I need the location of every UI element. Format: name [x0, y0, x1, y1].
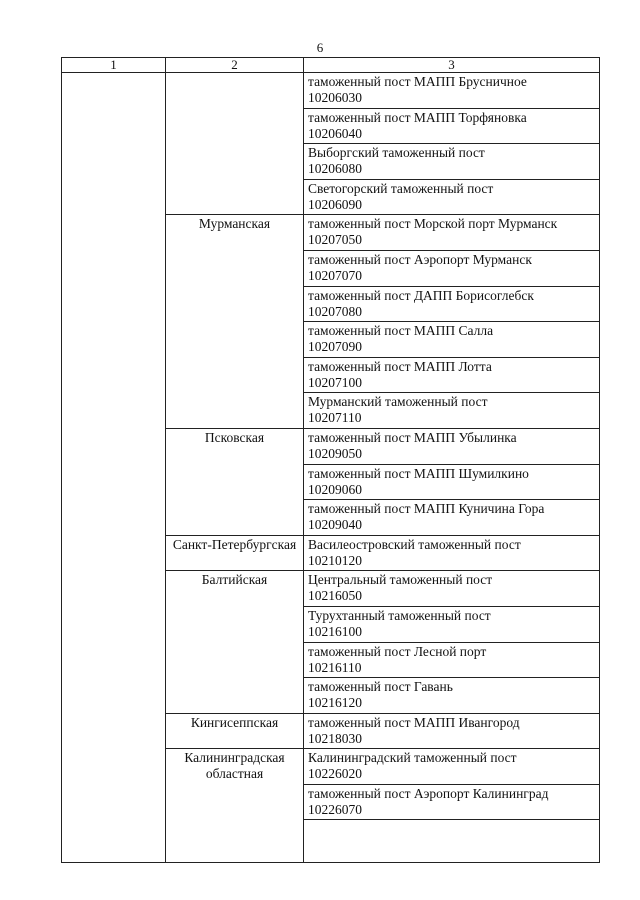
post-cell — [304, 393, 600, 429]
table-row — [62, 73, 600, 109]
post-cell — [304, 606, 600, 642]
post-code: 10206030 — [308, 90, 362, 105]
post-cell — [304, 286, 600, 322]
post-name: Центральный таможенный пост — [308, 572, 493, 588]
post-cell — [304, 144, 600, 180]
region-cell-kingisepp: Кингисеппская — [166, 713, 304, 749]
post-cell — [304, 179, 600, 215]
post-code: 10209040 — [308, 517, 362, 533]
post-cell — [304, 500, 600, 536]
post-code: 10206080 — [308, 161, 362, 177]
post-code: 10206040 — [308, 125, 362, 141]
post-name: Светогорский таможенный пост — [308, 180, 494, 196]
post-cell — [304, 322, 600, 358]
post-cell — [304, 215, 600, 251]
post-code: 10218030 — [308, 730, 362, 746]
post-name: таможенный пост ДАПП Борисоглебск — [308, 287, 534, 303]
post-code: 10206090 — [308, 196, 362, 212]
post-name: таможенный пост МАПП Торфяновка — [308, 109, 527, 125]
post-cell — [304, 464, 600, 500]
region-cell-kaliningrad: Калининградская областная — [166, 749, 304, 863]
region-cell-pskov: Псковская — [166, 428, 304, 535]
post-cell — [304, 571, 600, 607]
post-name: таможенный пост МАПП Лотта — [308, 358, 492, 374]
post-code: 10209050 — [308, 445, 362, 461]
customs-posts-table — [61, 57, 600, 863]
post-name: таможенный пост МАПП Шумилкино — [308, 465, 529, 481]
post-name: таможенный пост Аэропорт Мурманск — [308, 251, 532, 267]
post-cell — [304, 642, 600, 678]
post-name: Мурманский таможенный пост — [308, 394, 488, 410]
post-name: таможенный пост Лесной порт — [308, 643, 487, 659]
post-name: Василеостровский таможенный пост — [308, 536, 521, 552]
post-code: 10207080 — [308, 303, 362, 319]
post-name: таможенный пост Гавань — [308, 679, 453, 695]
empty-cell — [304, 820, 600, 863]
post-cell — [304, 108, 600, 144]
post-cell — [304, 784, 600, 820]
post-name: таможенный пост МАПП Убылинка — [308, 429, 517, 445]
post-code: 10226070 — [308, 801, 362, 817]
column-header-1: 1 — [62, 58, 166, 73]
post-name: Выборгский таможенный пост — [308, 145, 485, 161]
post-code: 10226020 — [308, 766, 362, 782]
post-name: Турухтанный таможенный пост — [308, 607, 491, 623]
column-header-3: 3 — [304, 58, 600, 73]
post-code: 10207090 — [308, 339, 362, 355]
post-code: 10209060 — [308, 481, 362, 497]
post-name: таможенный пост МАПП Ивангород — [308, 714, 520, 730]
page-number: 6 — [316, 40, 324, 55]
post-code: 10216100 — [308, 623, 362, 639]
post-cell — [304, 428, 600, 464]
post-name: таможенный пост МАПП Салла — [308, 323, 494, 339]
header-row — [62, 58, 600, 73]
post-cell — [304, 678, 600, 714]
post-name: таможенный пост Аэропорт Калининград — [308, 785, 549, 801]
post-name: таможенный пост МАПП Куничина Гора — [308, 501, 545, 517]
post-code: 10216110 — [308, 659, 362, 675]
post-name: Калининградский таможенный пост — [308, 750, 517, 766]
region-cell-spb: Санкт-Петербургская — [166, 535, 304, 571]
column-1-cell — [62, 73, 166, 863]
post-cell — [304, 250, 600, 286]
post-code: 10216120 — [308, 695, 362, 711]
post-code: 10207100 — [308, 374, 362, 390]
post-code: 10210120 — [308, 552, 362, 568]
post-cell — [304, 713, 600, 749]
post-cell — [304, 73, 600, 109]
region-cell-murmansk: Мурманская — [166, 215, 304, 429]
post-code: 10216050 — [308, 588, 362, 604]
post-name: таможенный пост Морской порт Мурманск — [308, 216, 558, 232]
post-code: 10207050 — [308, 232, 362, 248]
region-cell-continued — [166, 73, 304, 215]
region-cell-baltic: Балтийская — [166, 571, 304, 713]
post-cell — [304, 535, 600, 571]
column-header-2: 2 — [166, 58, 304, 73]
post-name: таможенный пост МАПП Брусничное — [308, 74, 527, 89]
post-cell — [304, 749, 600, 785]
post-code: 10207110 — [308, 410, 362, 426]
post-code: 10207070 — [308, 267, 362, 283]
post-cell — [304, 357, 600, 393]
